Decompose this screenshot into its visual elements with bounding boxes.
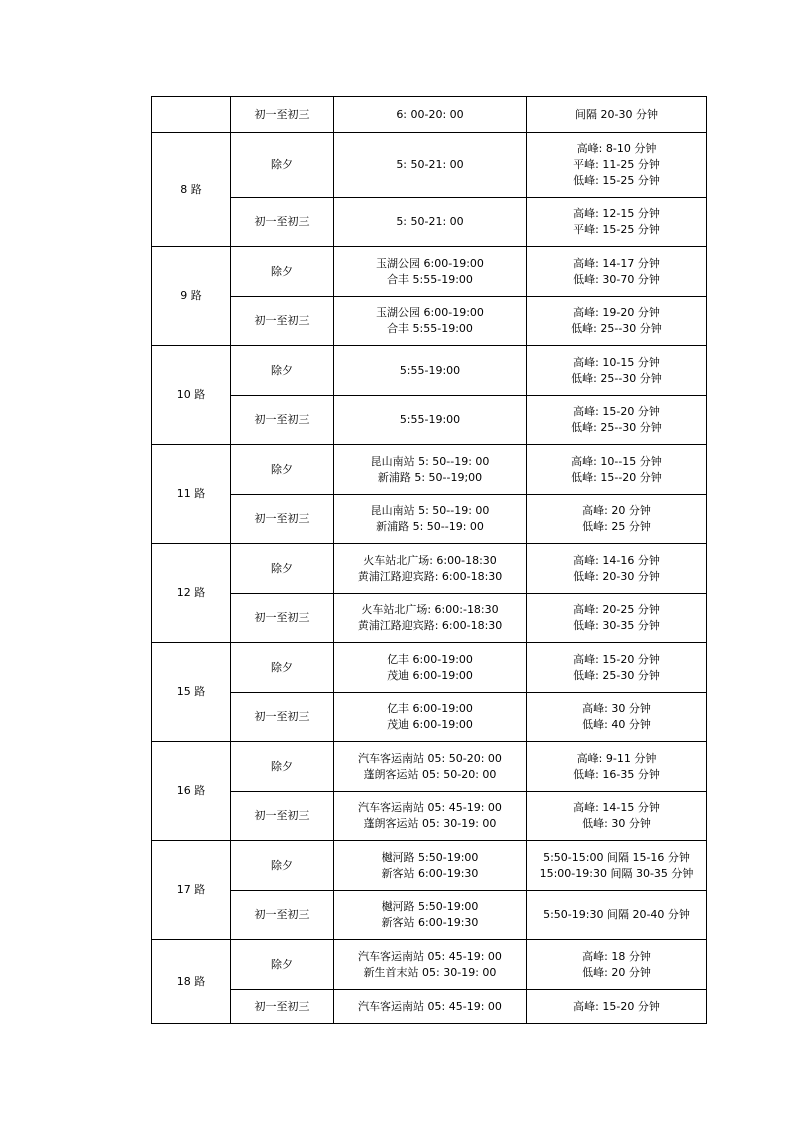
interval-line: 高峰: 10--15 分钟: [571, 454, 662, 468]
table-row: [152, 495, 707, 544]
time-line: 火车站北广场: 6:00:-18:30: [361, 603, 499, 616]
time-line: 黄浦江路迎宾路: 6:00-18:30: [357, 619, 503, 632]
table-row: [152, 940, 707, 990]
interval-line: 高峰: 8-10 分钟: [576, 142, 657, 155]
interval-cell: [527, 97, 707, 133]
time-line: 6: 00-20: 00: [396, 107, 464, 121]
interval-cell: [527, 643, 707, 693]
day-cell: 初一至初三: [231, 97, 334, 133]
day-cell: 除夕: [231, 742, 334, 792]
route-cell: 16 路: [152, 742, 231, 841]
day-cell: 除夕: [231, 346, 334, 396]
interval-line: 低峰: 25--30 分钟: [571, 322, 662, 335]
day-cell: 除夕: [231, 544, 334, 594]
interval-cell: [527, 346, 707, 396]
day-cell: 除夕: [231, 643, 334, 693]
day-cell: 初一至初三: [231, 891, 334, 940]
day-cell: 初一至初三: [231, 198, 334, 247]
interval-line: 高峰: 19-20 分钟: [573, 306, 660, 319]
interval-cell: [527, 693, 707, 742]
interval-cell: [527, 792, 707, 841]
time-line: 5: 50-21: 00: [396, 158, 464, 171]
time-line: 5: 50-21: 00: [396, 215, 464, 228]
interval-cell: [527, 891, 707, 940]
day-cell: 初一至初三: [231, 495, 334, 544]
table-row: [152, 346, 707, 396]
time-line: 蓬朗客运站 05: 30-19: 00: [363, 817, 497, 830]
table-row: [152, 990, 707, 1024]
time-line: 黄浦江路迎宾路: 6:00-18:30: [357, 569, 503, 583]
interval-line: 高峰: 15-20 分钟: [573, 405, 660, 418]
interval-cell: [527, 594, 707, 643]
interval-cell: [527, 133, 707, 198]
interval-line: 低峰: 25-30 分钟: [573, 668, 660, 682]
time-line: 蓬朗客运站 05: 50-20: 00: [363, 767, 497, 781]
day-cell: 除夕: [231, 940, 334, 990]
table-row: [152, 742, 707, 792]
table-row: [152, 891, 707, 940]
route-cell: 10 路: [152, 346, 231, 445]
route-cell: 8 路: [152, 133, 231, 247]
interval-line: 高峰: 18 分钟: [582, 949, 651, 963]
time-cell: [334, 445, 527, 495]
time-line: 汽车客运南站 05: 45-19: 00: [358, 999, 502, 1013]
time-cell: [334, 133, 527, 198]
time-cell: [334, 693, 527, 742]
interval-line: 低峰: 30-35 分钟: [573, 619, 660, 632]
day-cell: 除夕: [231, 247, 334, 297]
table-row: [152, 198, 707, 247]
route-cell: 15 路: [152, 643, 231, 742]
bus-schedule-table: [151, 96, 707, 1024]
time-line: 亿丰 6:00-19:00: [387, 702, 473, 715]
interval-line: 低峰: 15-25 分钟: [573, 174, 660, 187]
table-row: [152, 841, 707, 891]
interval-line: 高峰: 15-20 分钟: [573, 999, 660, 1013]
time-line: 昆山南站 5: 50--19: 00: [370, 504, 490, 517]
time-cell: [334, 97, 527, 133]
interval-line: 高峰: 14-16 分钟: [573, 553, 660, 567]
route-cell: 18 路: [152, 940, 231, 1024]
time-cell: [334, 643, 527, 693]
time-line: 茂迪 6:00-19:00: [387, 718, 473, 731]
day-cell: 初一至初三: [231, 792, 334, 841]
time-line: 茂迪 6:00-19:00: [387, 668, 473, 682]
interval-line: 15:00-19:30 间隔 30-35 分钟: [539, 866, 694, 880]
interval-line: 平峰: 15-25 分钟: [573, 223, 660, 236]
route-cell: 12 路: [152, 544, 231, 643]
interval-line: 低峰: 20 分钟: [582, 965, 651, 979]
route-cell-empty: [152, 97, 231, 133]
interval-line: 低峰: 15--20 分钟: [571, 470, 662, 484]
time-line: 汽车客运南站 05: 50-20: 00: [358, 751, 502, 765]
time-cell: [334, 891, 527, 940]
time-cell: [334, 544, 527, 594]
table-row: [152, 247, 707, 297]
time-line: 樾河路 5:50-19:00: [381, 850, 479, 864]
time-cell: [334, 742, 527, 792]
table-row: [152, 693, 707, 742]
interval-cell: [527, 396, 707, 445]
table-row: [152, 792, 707, 841]
interval-line: 低峰: 30 分钟: [582, 817, 651, 830]
day-cell: 除夕: [231, 133, 334, 198]
time-cell: [334, 990, 527, 1024]
time-cell: [334, 594, 527, 643]
table-row: [152, 445, 707, 495]
interval-cell: [527, 940, 707, 990]
table-row: [152, 594, 707, 643]
interval-line: 高峰: 20-25 分钟: [573, 603, 660, 616]
time-line: 汽车客运南站 05: 45-19: 00: [358, 949, 502, 963]
time-line: 玉湖公园 6:00-19:00: [376, 306, 484, 319]
time-line: 5:55-19:00: [399, 413, 461, 426]
day-cell: 除夕: [231, 445, 334, 495]
time-line: 新客站 6:00-19:30: [381, 866, 479, 880]
route-cell: 17 路: [152, 841, 231, 940]
interval-line: 低峰: 25--30 分钟: [571, 371, 662, 385]
time-line: 新生首末站 05: 30-19: 00: [363, 965, 497, 979]
time-line: 汽车客运南站 05: 45-19: 00: [358, 801, 502, 814]
interval-cell: [527, 544, 707, 594]
time-cell: [334, 841, 527, 891]
day-cell: 初一至初三: [231, 693, 334, 742]
time-line: 合丰 5:55-19:00: [387, 272, 473, 286]
time-line: 新浦路 5: 50--19;00: [377, 470, 483, 484]
day-cell: 除夕: [231, 841, 334, 891]
day-cell: 初一至初三: [231, 594, 334, 643]
interval-cell: [527, 297, 707, 346]
day-cell: 初一至初三: [231, 396, 334, 445]
interval-line: 高峰: 14-15 分钟: [573, 801, 660, 814]
interval-line: 低峰: 25--30 分钟: [571, 421, 662, 434]
interval-cell: [527, 990, 707, 1024]
time-line: 樾河路 5:50-19:00: [381, 900, 479, 913]
table-row: [152, 133, 707, 198]
day-cell: 初一至初三: [231, 990, 334, 1024]
time-line: 新客站 6:00-19:30: [381, 916, 479, 929]
interval-line: 高峰: 10-15 分钟: [573, 355, 660, 369]
time-cell: [334, 297, 527, 346]
interval-line: 高峰: 14-17 分钟: [573, 256, 660, 270]
interval-line: 平峰: 11-25 分钟: [573, 158, 660, 171]
interval-line: 高峰: 20 分钟: [582, 504, 651, 517]
time-cell: [334, 495, 527, 544]
route-cell: 9 路: [152, 247, 231, 346]
interval-line: 低峰: 40 分钟: [582, 718, 651, 731]
time-cell: [334, 792, 527, 841]
interval-line: 5:50-15:00 间隔 15-16 分钟: [543, 850, 690, 864]
time-line: 合丰 5:55-19:00: [387, 322, 473, 335]
interval-line: 间隔 20-30 分钟: [575, 107, 658, 121]
table-row: [152, 97, 707, 133]
interval-cell: [527, 495, 707, 544]
table-row: [152, 643, 707, 693]
time-line: 火车站北广场: 6:00-18:30: [363, 553, 497, 567]
interval-cell: [527, 198, 707, 247]
interval-cell: [527, 742, 707, 792]
interval-line: 低峰: 16-35 分钟: [573, 767, 660, 781]
interval-cell: [527, 247, 707, 297]
time-cell: [334, 346, 527, 396]
interval-line: 低峰: 25 分钟: [582, 520, 651, 533]
interval-line: 高峰: 12-15 分钟: [573, 207, 660, 220]
time-cell: [334, 198, 527, 247]
interval-line: 高峰: 15-20 分钟: [573, 652, 660, 666]
time-cell: [334, 247, 527, 297]
interval-line: 高峰: 9-11 分钟: [576, 751, 657, 765]
time-cell: [334, 940, 527, 990]
interval-cell: [527, 445, 707, 495]
interval-line: 低峰: 30-70 分钟: [573, 272, 660, 286]
interval-cell: [527, 841, 707, 891]
table-row: [152, 297, 707, 346]
time-line: 新浦路 5: 50--19: 00: [376, 520, 484, 533]
interval-line: 5:50-19:30 间隔 20-40 分钟: [543, 908, 690, 921]
table-row: [152, 396, 707, 445]
time-line: 玉湖公园 6:00-19:00: [376, 256, 484, 270]
interval-line: 高峰: 30 分钟: [582, 702, 651, 715]
time-line: 5:55-19:00: [399, 363, 461, 377]
time-cell: [334, 396, 527, 445]
day-cell: 初一至初三: [231, 297, 334, 346]
time-line: 亿丰 6:00-19:00: [387, 652, 473, 666]
time-line: 昆山南站 5: 50--19: 00: [370, 454, 490, 468]
route-cell: 11 路: [152, 445, 231, 544]
table-row: [152, 544, 707, 594]
interval-line: 低峰: 20-30 分钟: [573, 569, 660, 583]
